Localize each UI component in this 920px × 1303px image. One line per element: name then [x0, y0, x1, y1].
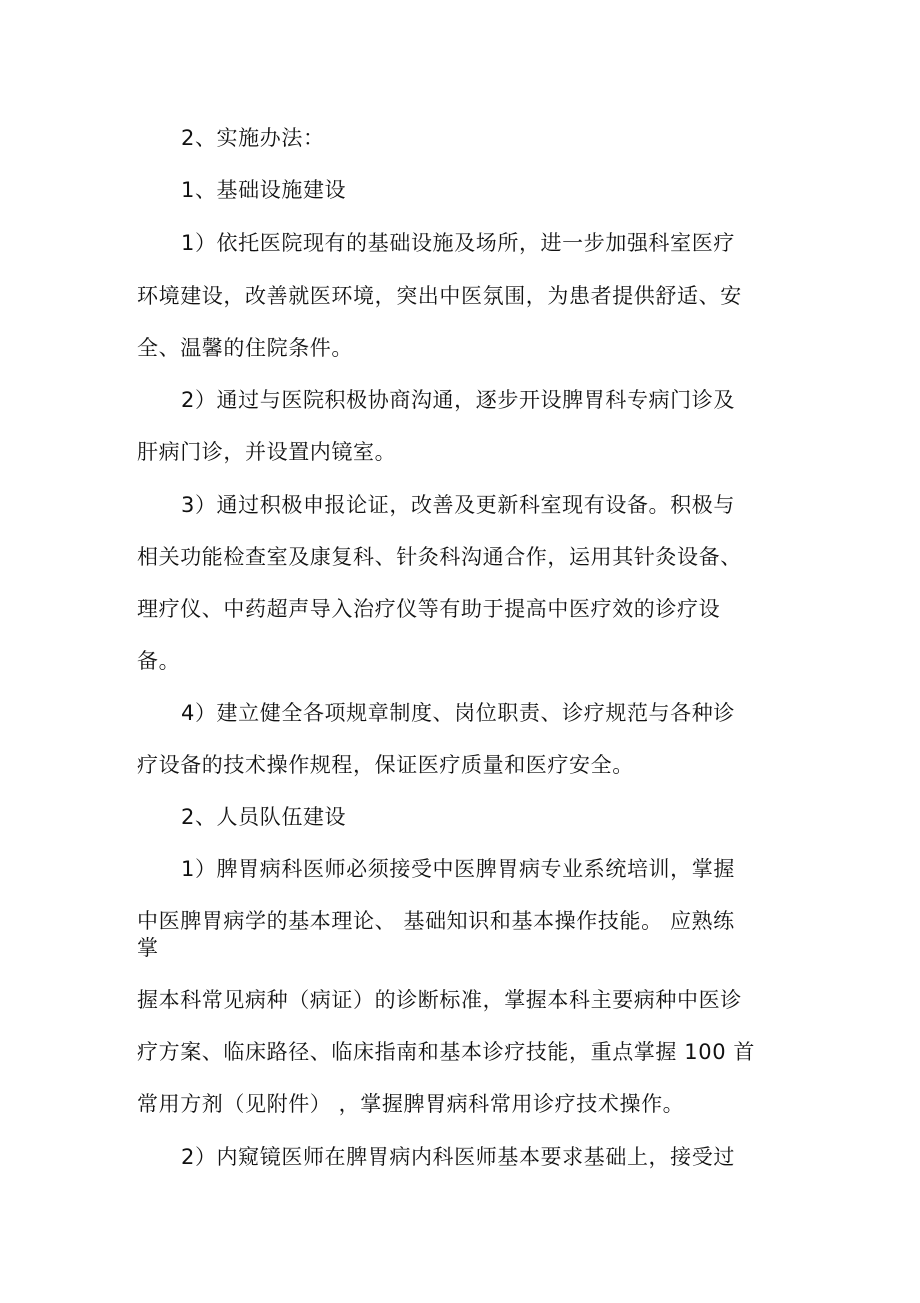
paragraph-line: 疗方案、临床路径、临床指南和基本诊疗技能，重点掌握 100 首 [137, 1040, 756, 1064]
paragraph-line: 环境建设，改善就医环境，突出中医氛围，为患者提供舒适、安 [137, 284, 742, 308]
paragraph-line: 理疗仪、中药超声导入治疗仪等有助于提高中医疗效的诊疗设 [137, 597, 721, 621]
paragraph-line: 掌 [137, 936, 159, 960]
paragraph-line: 常用方剂（见附件） ，掌握脾胃病科常用诊疗技术操作。 [137, 1092, 685, 1116]
paragraph-line: 全、温馨的住院条件。 [137, 336, 353, 360]
paragraph-line: 握本科常见病种（病证）的诊断标准，掌握本科主要病种中医诊 [137, 988, 742, 1012]
paragraph-line: 2）通过与医院积极协商沟通，逐步开设脾胃科专病门诊及 [181, 388, 735, 412]
paragraph-line: 肝病门诊，并设置内镜室。 [137, 440, 397, 464]
paragraph-line: 1）脾胃病科医师必须接受中医脾胃病专业系统培训，掌握 [181, 857, 735, 881]
paragraph-line: 4）建立健全各项规章制度、岗位职责、诊疗规范与各种诊 [181, 701, 735, 725]
paragraph-line: 备。 [137, 649, 181, 673]
paragraph-line: 疗设备的技术操作规程，保证医疗质量和医疗安全。 [137, 753, 634, 777]
section-heading-implementation: 2、实施办法： [181, 126, 325, 150]
paragraph-line: 1）依托医院现有的基础设施及场所，进一步加强科室医疗 [181, 231, 735, 255]
paragraph-line: 3）通过积极申报论证，改善及更新科室现有设备。积极与 [181, 493, 735, 517]
subsection-heading-infrastructure: 1、基础设施建设 [181, 178, 347, 202]
subsection-heading-staffing: 2、人员队伍建设 [181, 805, 347, 829]
paragraph-line: 2）内窥镜医师在脾胃病内科医师基本要求基础上，接受过 [181, 1145, 735, 1169]
paragraph-line: 中医脾胃病学的基本理论、 基础知识和基本操作技能。 应熟练 [137, 909, 735, 933]
paragraph-line: 相关功能检查室及康复科、针灸科沟通合作，运用其针灸设备、 [137, 545, 742, 569]
